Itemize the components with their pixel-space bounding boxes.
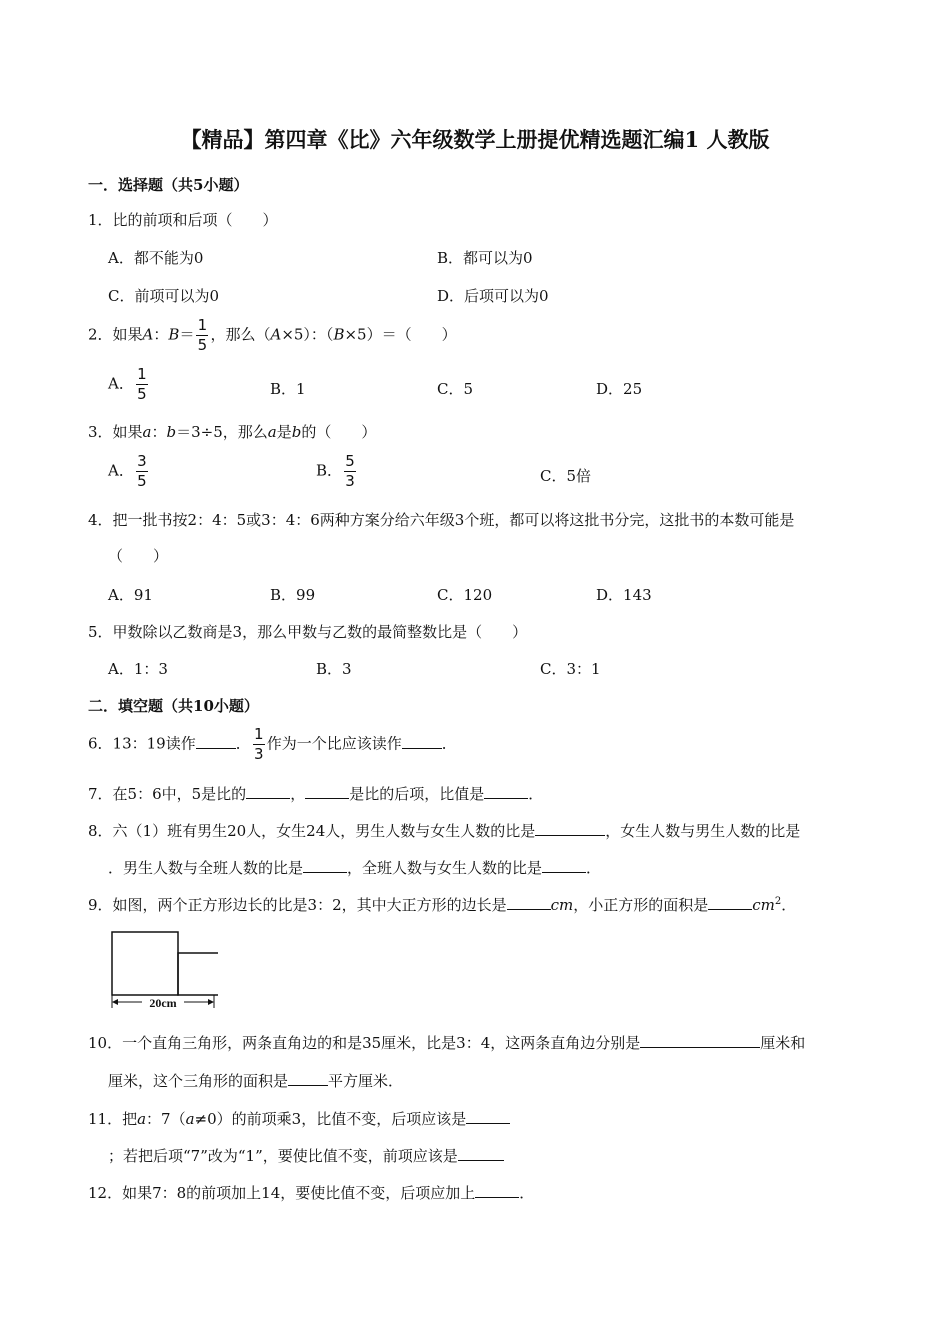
arrow-left-icon [112, 999, 118, 1005]
q4-option-a: A．91 [108, 586, 153, 604]
question-11-line-1: 11．把a：7（a≠0）的前项乘3，比值不变，后项应该是 [88, 1108, 510, 1129]
question-7: 7．在5：6中，5是比的 ， 是比的后项，比值是 ． [88, 785, 544, 803]
question-6: 6．13：19读作 ． $\frac{1}{3}$ 作为一个比应该读作 ． [88, 725, 457, 764]
question-12: 12．如果7：8的前项加上14，要使比值不变，后项应加上 ． [88, 1184, 535, 1202]
q1-option-b: B．都可以为0 [437, 249, 533, 267]
answer-blank[interactable] [484, 784, 528, 799]
q4-option-d: D．143 [596, 586, 652, 604]
dimension-label: 20cm [149, 996, 177, 1010]
answer-blank[interactable] [708, 895, 752, 910]
q3-option-b: B． $\frac{5}{3}$ [316, 452, 355, 491]
q3-option-a: A． $\frac{3}{5}$ [108, 452, 147, 491]
question-4-stem: 4．把一批书按2：4：5或3：4：6两种方案分给六年级3个班，都可以将这批书分完，这批书的本数可能是 [88, 511, 795, 529]
question-8-line-1: 8．六（1）班有男生20人，女生24人，男生人数与女生人数的比是 ，女生人数与男生人数的比是 [88, 822, 801, 840]
q3-option-c: C．5倍 [540, 467, 592, 485]
q2-option-d: D．25 [596, 380, 643, 398]
q5-option-b: B．3 [316, 660, 352, 678]
q1-option-c: C．前项可以为0 [108, 287, 220, 305]
answer-blank[interactable] [402, 734, 442, 749]
q5-option-c: C．3：1 [540, 660, 601, 678]
question-8-line-2: ．男生人数与全班人数的比是 ，全班人数与女生人数的比是 ． [108, 859, 602, 877]
q4-option-c: C．120 [437, 586, 493, 604]
question-9: 9．如图，两个正方形边长的比是3：2，其中大正方形的边长是 cm，小正方形的面积是 $cm^2$． [88, 896, 797, 914]
fraction: $\frac{1}{5}$ [137, 365, 147, 404]
answer-blank[interactable] [246, 784, 290, 799]
page-title: 【精品】第四章《比》六年级数学上册提优精选题汇编1 人教版 [180, 127, 770, 152]
arrow-right-icon [208, 999, 214, 1005]
small-square [178, 953, 218, 995]
answer-blank[interactable] [535, 821, 605, 836]
q4-option-b: B．99 [270, 586, 316, 604]
fraction: $\frac{1}{3}$ [253, 725, 264, 764]
q5-option-a: A．1：3 [108, 660, 168, 678]
question-10-line-2: 厘米，这个三角形的面积是 平方厘米． [108, 1072, 404, 1090]
fraction: $\frac{1}{5}$ [197, 316, 208, 355]
q2-option-a: A． $\frac{1}{5}$ [108, 365, 147, 404]
answer-blank[interactable] [288, 1071, 328, 1086]
answer-blank[interactable] [640, 1033, 760, 1048]
answer-blank[interactable] [305, 784, 349, 799]
fraction: $\frac{3}{5}$ [137, 452, 147, 491]
question-1-stem: 1．比的前项和后项（ ） [88, 211, 278, 229]
question-5-stem: 5．甲数除以乙数商是3，那么甲数与乙数的最简整数比是（ ） [88, 623, 528, 641]
section-heading-fill: 二．填空题（共10小题） [88, 697, 259, 715]
question-2-stem: 2．如果A：B＝ $\frac{1}{5}$ ，那么（A×5）：（B×5）＝（ ） [88, 316, 457, 355]
section-heading-choice: 一．选择题（共5小题） [88, 176, 249, 194]
two-squares-figure [108, 928, 218, 1012]
large-square [112, 932, 178, 995]
question-10-line-1: 10．一个直角三角形，两条直角边的和是35厘米，比是3：4，这两条直角边分别是 厘米和 [88, 1034, 806, 1052]
answer-blank[interactable] [466, 1109, 510, 1124]
q2-option-b: B．1 [270, 380, 306, 398]
answer-blank[interactable] [507, 895, 551, 910]
answer-blank[interactable] [475, 1183, 519, 1198]
answer-blank[interactable] [458, 1146, 504, 1161]
q1-option-d: D．后项可以为0 [437, 287, 549, 305]
answer-blank[interactable] [542, 858, 586, 873]
q2-option-c: C．5 [437, 380, 474, 398]
answer-blank[interactable] [303, 858, 347, 873]
question-3-stem: 3．如果a：b＝3÷5，那么a是b的（ ） [88, 423, 377, 441]
question-11-line-2: ；若把后项“7”改为“1”，要使比值不变，前项应该是 [108, 1145, 504, 1166]
question-4-paren: （ ） [108, 547, 169, 565]
answer-blank[interactable] [196, 734, 236, 749]
q1-option-a: A．都不能为0 [108, 249, 204, 267]
fraction: $\frac{5}{3}$ [345, 452, 355, 491]
